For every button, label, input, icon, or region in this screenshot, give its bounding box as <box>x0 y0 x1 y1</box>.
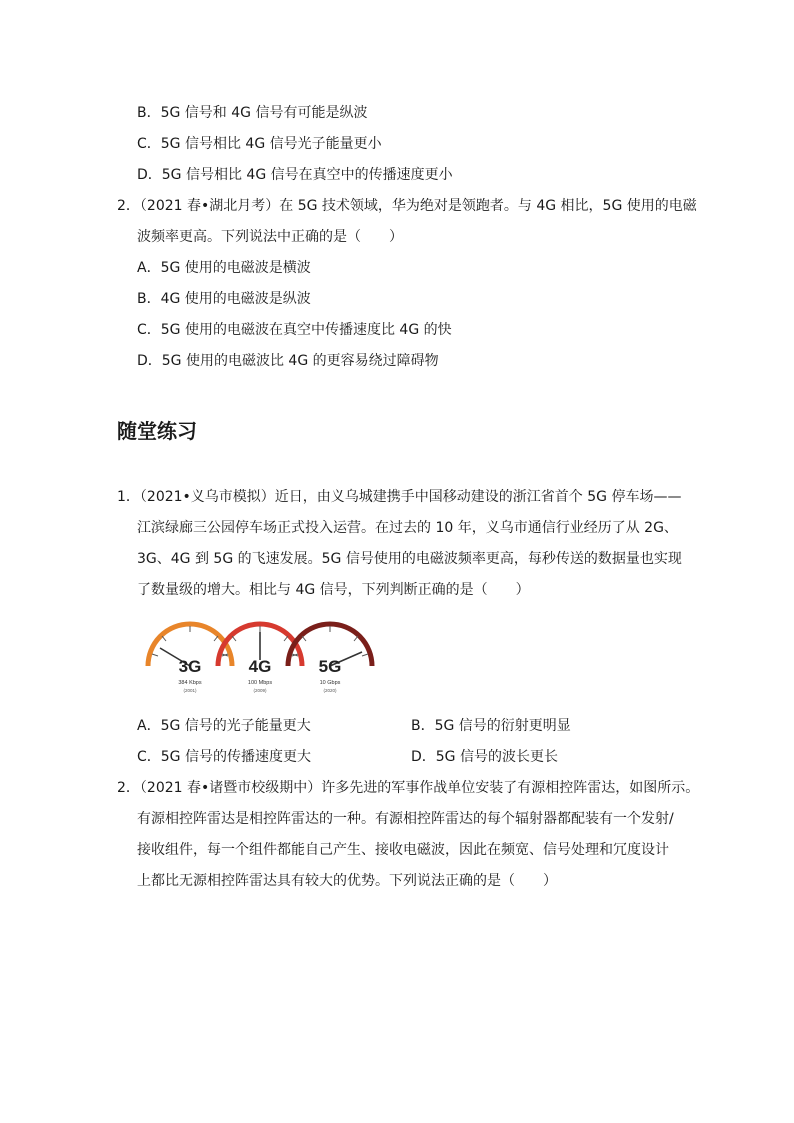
question-2-stem: 2．（2021 春•湖北月考）在 5G 技术领域，华为绝对是领跑者。与 4G 相比，5G 使用的电磁 <box>117 198 697 214</box>
practice-q1-stem: 1．（2021•义乌市模拟）近日，由义乌城建携手中国移动建设的浙江省首个 5G 停车场—— <box>117 489 682 505</box>
option-c: C．5G 信号相比 4G 信号光子能量更小 <box>137 136 382 152</box>
p1-option-c: C．5G 信号的传播速度更大 <box>137 749 311 765</box>
gauge-speed-4g: 100 Mbps <box>247 680 273 686</box>
gauge-year-4g: (2009) <box>253 688 267 693</box>
p1-option-b: B．5G 信号的衍射更明显 <box>411 718 571 734</box>
q2-option-b: B．4G 使用的电磁波是纵波 <box>137 291 311 307</box>
practice-q1-stem-4: 了数量级的增大。相比与 4G 信号，下列判断正确的是（ ） <box>137 582 530 598</box>
q2-option-a: A．5G 使用的电磁波是横波 <box>137 260 311 276</box>
question-2-stem-cont: 波频率更高。下列说法中正确的是（ ） <box>137 229 403 245</box>
gauge-label-5g: 5G <box>318 657 342 676</box>
practice-q1-stem-2: 江滨绿廊三公园停车场正式投入运营。在过去的 10 年，义乌市通信行业经历了从 2G、 <box>137 520 678 536</box>
gauge-speed-5g: 10 Gbps <box>319 680 341 686</box>
option-d: D．5G 信号相比 4G 信号在真空中的传播速度更小 <box>137 167 453 183</box>
gauge-year-3g: (2001) <box>183 688 197 693</box>
q2-option-d: D．5G 使用的电磁波比 4G 的更容易绕过障碍物 <box>137 353 439 369</box>
practice-q2-stem-2: 有源相控阵雷达是相控阵雷达的一种。有源相控阵雷达的每个辐射器都配装有一个发射/ <box>137 811 674 827</box>
practice-q1-stem-3: 3G、4G 到 5G 的飞速发展。5G 信号使用的电磁波频率更高，每秒传送的数据量也实现 <box>137 551 682 567</box>
section-title: 随堂练习 <box>117 419 197 443</box>
network-speed-gauges-figure <box>140 616 380 700</box>
option-b: B．5G 信号和 4G 信号有可能是纵波 <box>137 105 368 121</box>
q2-option-c: C．5G 使用的电磁波在真空中传播速度比 4G 的快 <box>137 322 452 338</box>
gauge-speed-3g: 384 Kbps <box>178 680 202 686</box>
gauge-label-4g: 4G <box>248 657 272 676</box>
practice-q2-stem-3: 接收组件，每一个组件都能自己产生、接收电磁波，因此在频宽、信号处理和冗度设计 <box>137 842 669 858</box>
p1-option-d: D．5G 信号的波长更长 <box>411 749 558 765</box>
gauge-label-3g: 3G <box>178 657 202 676</box>
practice-q2-stem-4: 上都比无源相控阵雷达具有较大的优势。下列说法正确的是（ ） <box>137 873 557 889</box>
p1-option-a: A．5G 信号的光子能量更大 <box>137 718 311 734</box>
gauge-year-5g: (2020) <box>323 688 337 693</box>
practice-q2-stem: 2．（2021 春•诸暨市校级期中）许多先进的军事作战单位安装了有源相控阵雷达，如图所示。 <box>117 780 700 796</box>
